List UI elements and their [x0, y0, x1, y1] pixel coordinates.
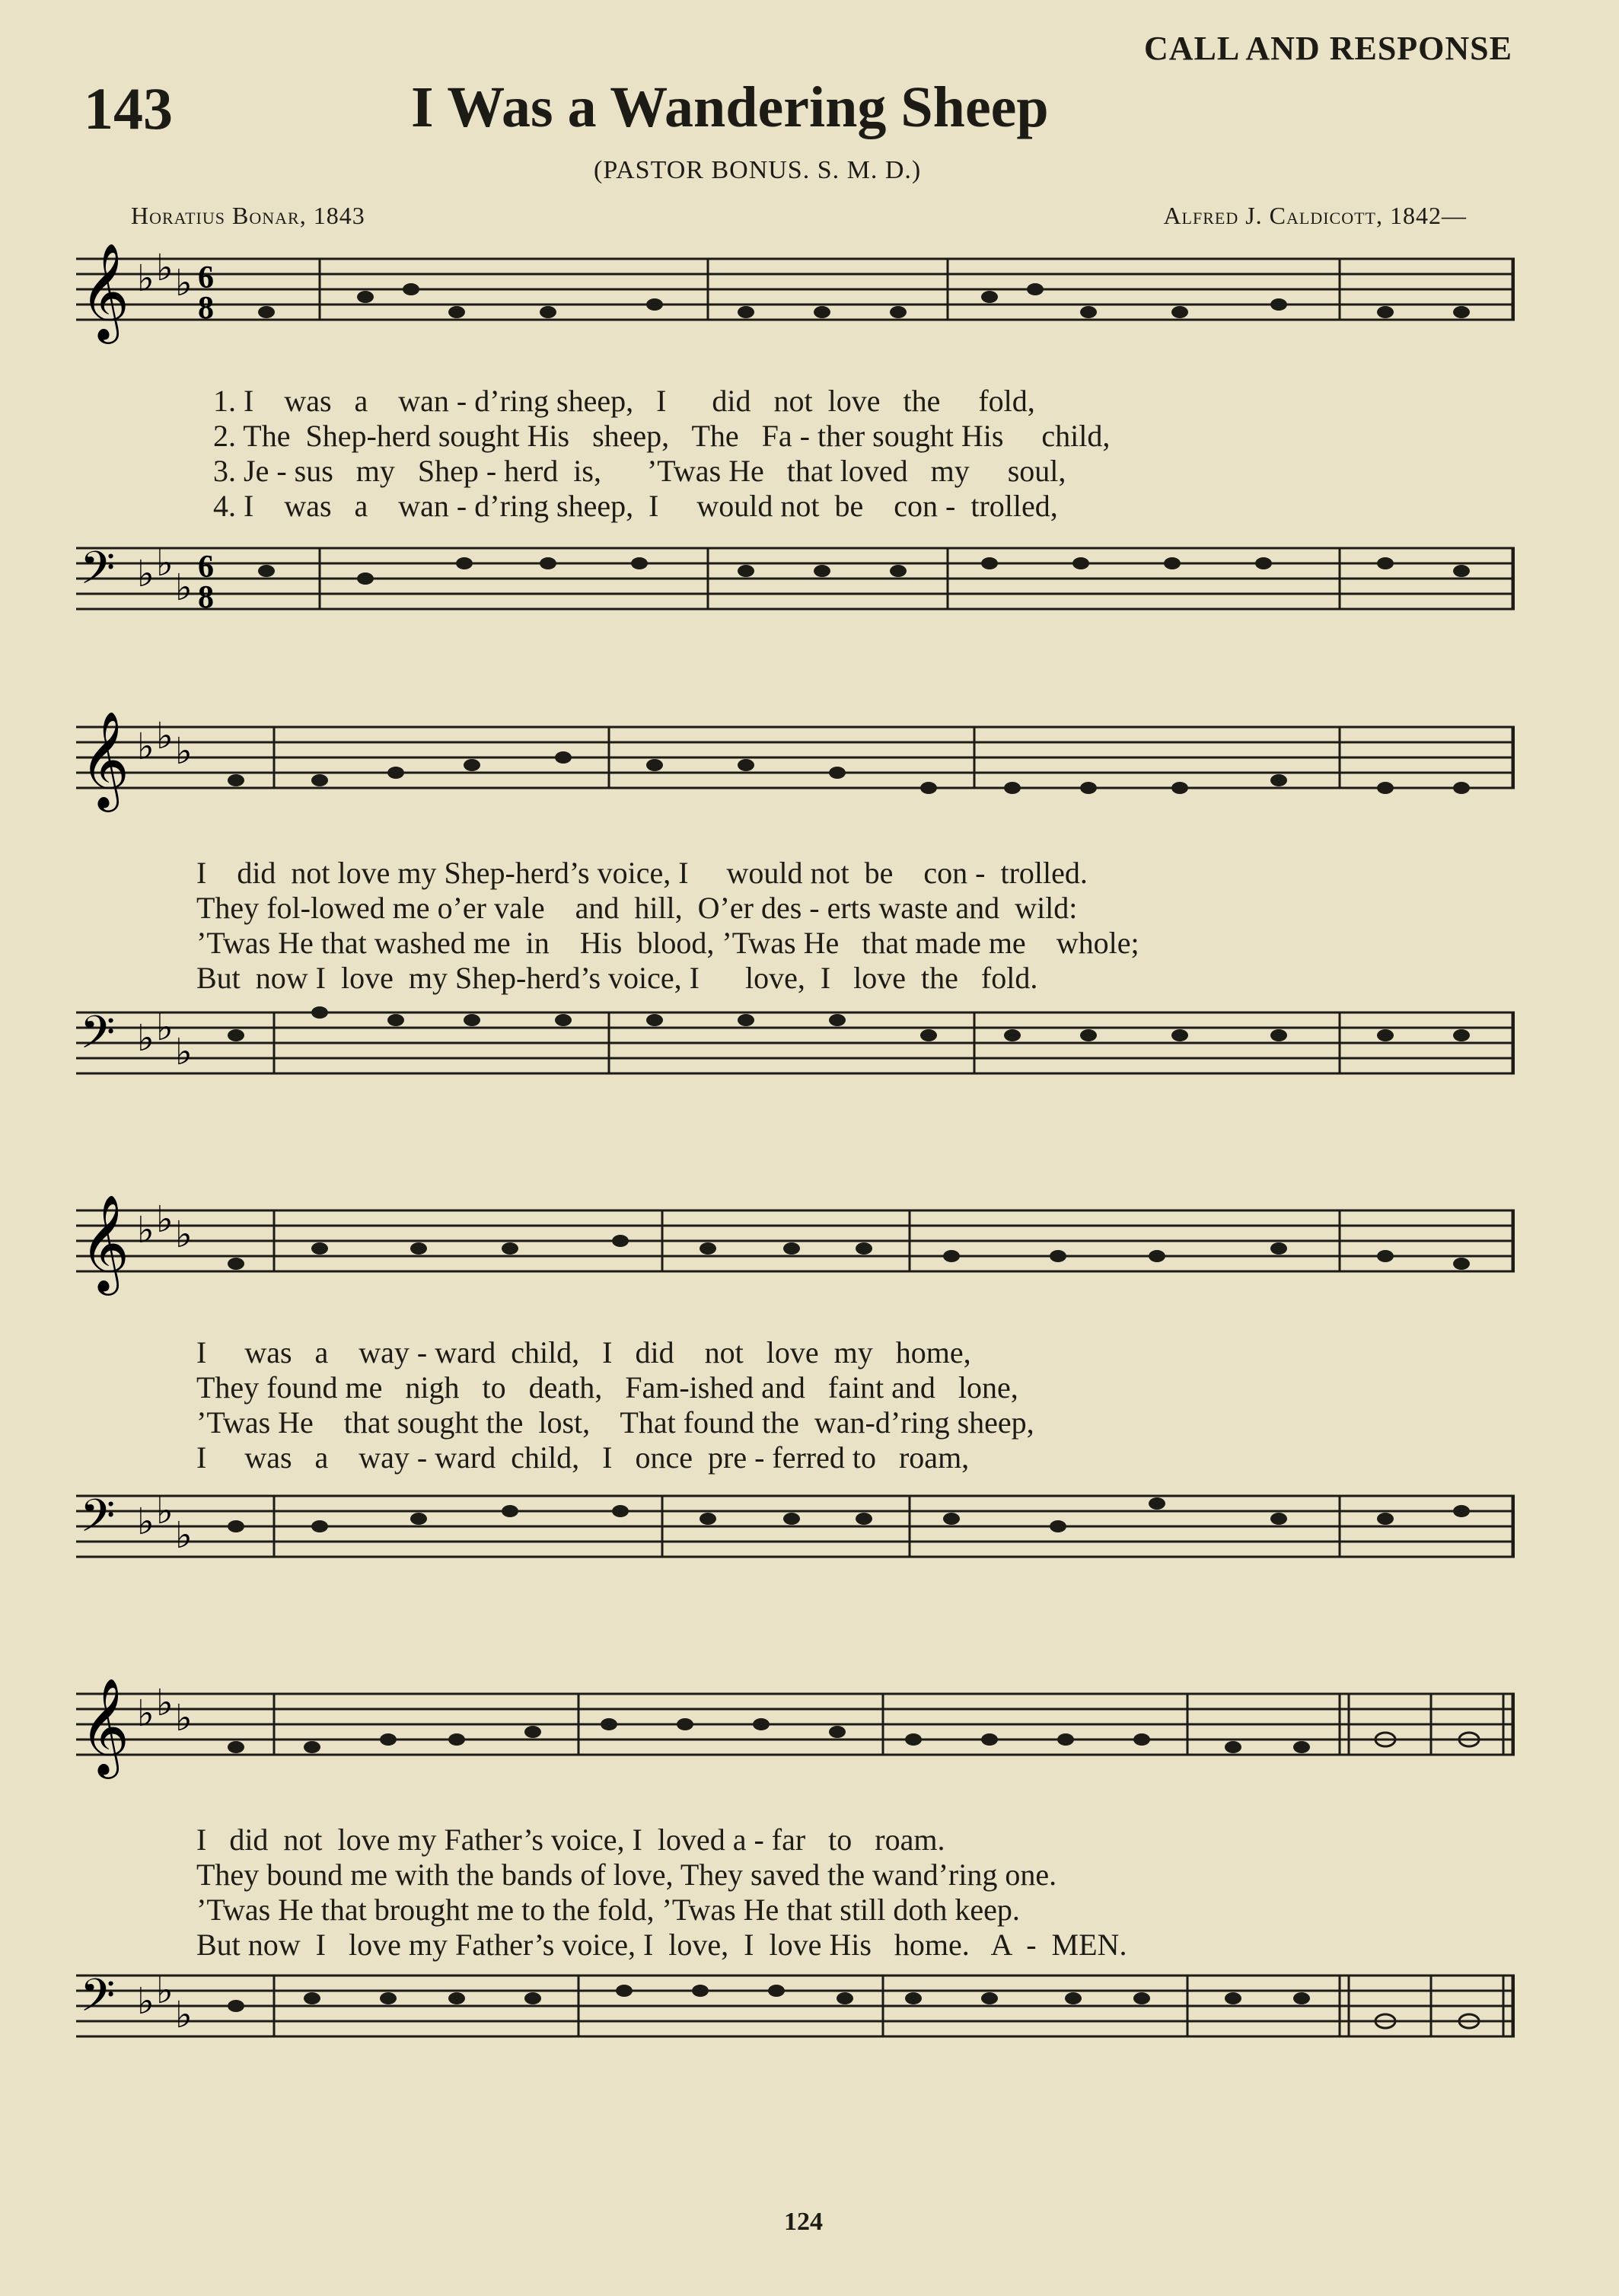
lyric-line: 3. Je - sus my Shep - herd is, ’Twas He that loved my soul, — [213, 454, 1066, 488]
treble-staff — [76, 244, 1515, 350]
treble-staff — [76, 1679, 1515, 1785]
bass-staff — [76, 533, 1515, 639]
treble-staff — [76, 1195, 1515, 1302]
svg-text:♭: ♭ — [175, 732, 193, 772]
lyric-line: They found me nigh to death, Fam-ished and faint and lone, — [196, 1370, 1018, 1405]
composer-credit: Alfred J. Caldicott, 1842— — [1163, 202, 1467, 229]
lyric-line: They bound me with the bands of love, They saved the wand’ring one. — [196, 1858, 1057, 1892]
svg-text:♭: ♭ — [156, 1971, 174, 2011]
lyric-line: I did not love my Shep-herd’s voice, I would not be con - trolled. — [196, 856, 1088, 890]
bass-staff — [76, 1481, 1515, 1587]
author-credit: Horatius Bonar, 1843 — [131, 202, 365, 229]
lyric-line: ’Twas He that brought me to the fold, ’Twas He that still doth keep. — [196, 1893, 1020, 1927]
svg-text:𝄢: 𝄢 — [80, 544, 116, 604]
svg-text:8: 8 — [198, 291, 214, 326]
svg-text:𝄞: 𝄞 — [80, 1680, 130, 1773]
svg-text:♭: ♭ — [175, 568, 193, 608]
svg-text:6: 6 — [198, 550, 214, 585]
svg-text:𝄞: 𝄞 — [80, 713, 130, 806]
svg-text:♭: ♭ — [156, 544, 174, 584]
section-label: CALL AND RESPONSE — [1143, 30, 1512, 67]
svg-text:♭: ♭ — [137, 1982, 155, 2022]
svg-text:♭: ♭ — [175, 1032, 193, 1073]
lyric-line: ’Twas He that sought the lost, That found the wan-d’ring sheep, — [196, 1405, 1034, 1440]
svg-text:♭: ♭ — [175, 1995, 193, 2036]
svg-text:♭: ♭ — [175, 1215, 193, 1255]
treble-staff — [76, 712, 1515, 818]
svg-text:♭: ♭ — [156, 1200, 174, 1240]
bass-staff — [76, 997, 1515, 1104]
svg-text:𝄞: 𝄞 — [80, 244, 130, 340]
svg-text:♭: ♭ — [137, 554, 155, 595]
svg-text:8: 8 — [198, 580, 214, 615]
bass-staff — [76, 1960, 1515, 2067]
svg-text:♭: ♭ — [137, 1019, 155, 1059]
svg-text:𝄞: 𝄞 — [80, 1197, 130, 1290]
svg-text:𝄢: 𝄢 — [80, 1971, 116, 2032]
lyric-line: ’Twas He that washed me in His blood, ’Twas He that made me whole; — [196, 926, 1139, 960]
lyric-line: 4. I was a wan - d’ring sheep, I would not be con - trolled, — [213, 489, 1058, 523]
tune-name: (PASTOR BONUS. S. M. D.) — [594, 156, 922, 184]
hymn-title: I Was a Wandering Sheep — [411, 75, 1049, 139]
lyric-line: I did not love my Father’s voice, I loved a - far to roam. — [196, 1822, 945, 1857]
svg-text:♭: ♭ — [137, 727, 155, 767]
svg-text:♭: ♭ — [156, 716, 174, 757]
lyric-line: I was a way - ward child, I once pre - ferred to roam, — [196, 1440, 970, 1475]
lyric-line: 1. I was a wan - d’ring sheep, I did not love the fold, — [213, 384, 1035, 418]
lyric-line: I was a way - ward child, I did not love my home, — [196, 1335, 971, 1370]
svg-text:♭: ♭ — [137, 259, 155, 299]
svg-text:♭: ♭ — [156, 248, 174, 289]
svg-text:♭: ♭ — [137, 1502, 155, 1542]
svg-text:♭: ♭ — [175, 1516, 193, 1556]
svg-text:𝄢: 𝄢 — [80, 1491, 116, 1552]
svg-text:♭: ♭ — [156, 1008, 174, 1048]
hymn-number: 143 — [84, 75, 173, 142]
svg-text:♭: ♭ — [156, 1683, 174, 1724]
svg-text:♭: ♭ — [156, 1491, 174, 1532]
lyric-line: 2. The Shep-herd sought His sheep, The Fa - ther sought His child, — [213, 419, 1111, 453]
lyric-line: But now I love my Shep-herd’s voice, I love, I love the fold. — [196, 961, 1038, 995]
page-number: 124 — [784, 2208, 823, 2236]
lyric-line: But now I love my Father’s voice, I love, I love His home. A - MEN. — [196, 1928, 1127, 1962]
svg-text:♭: ♭ — [175, 1698, 193, 1739]
svg-text:♭: ♭ — [137, 1694, 155, 1734]
svg-text:6: 6 — [198, 260, 214, 295]
svg-text:♭: ♭ — [175, 263, 193, 304]
lyric-line: They fol-lowed me o’er vale and hill, O’er des - erts waste and wild: — [196, 891, 1078, 925]
svg-text:𝄢: 𝄢 — [80, 1008, 116, 1069]
svg-text:♭: ♭ — [137, 1210, 155, 1251]
